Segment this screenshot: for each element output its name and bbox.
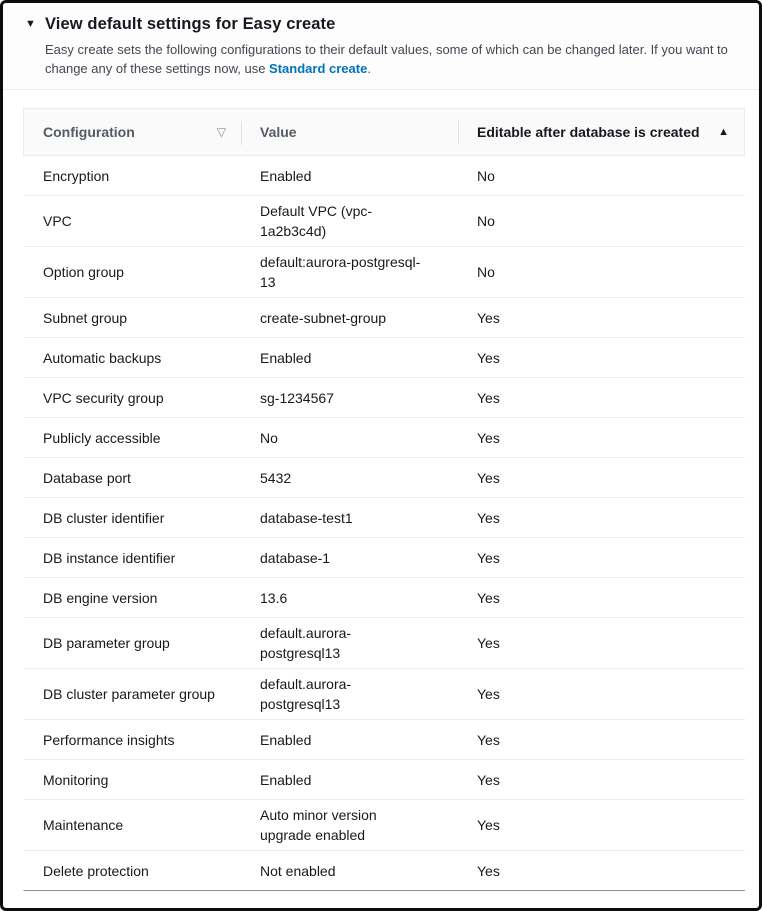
expandable-section-toggle[interactable] [23,15,739,34]
sort-ascending-icon[interactable]: ▲ [718,125,729,138]
value-cell: database-1 [241,538,458,578]
configuration-cell: Encryption [23,156,241,196]
section-description [45,40,737,78]
value-cell: database-test1 [241,498,458,538]
editable-cell: Yes [458,618,745,669]
value-cell: Enabled [241,760,458,800]
editable-cell: Yes [458,378,745,418]
table-row [23,458,745,498]
default-settings-table [23,108,739,891]
value-cell: Enabled [241,338,458,378]
description-text: Easy create sets the following configurations to their default values, some of which can be changed later. If you want to change any of these settings now, use [45,42,728,76]
standard-create-link[interactable]: Standard create [269,61,368,76]
table-row [23,618,745,669]
column-header-configuration[interactable] [23,108,241,156]
value-cell: Default VPC (vpc-1a2b3c4d) [241,196,458,247]
configuration-cell: Automatic backups [23,338,241,378]
table-row [23,298,745,338]
table-row [23,156,745,196]
configuration-cell: VPC [23,196,241,247]
configuration-cell: DB cluster identifier [23,498,241,538]
table-row [23,538,745,578]
configuration-cell: Database port [23,458,241,498]
description-suffix: . [367,61,371,76]
value-cell: default:aurora-postgresql-13 [241,247,458,298]
value-cell: Enabled [241,720,458,760]
column-header-value[interactable] [241,108,458,156]
configuration-cell: Monitoring [23,760,241,800]
editable-cell: Yes [458,578,745,618]
editable-cell: Yes [458,760,745,800]
table-row [23,378,745,418]
table-row [23,498,745,538]
editable-cell: Yes [458,298,745,338]
section-divider [3,89,759,90]
column-divider [241,121,242,145]
table-row [23,338,745,378]
table-row [23,247,745,298]
table-row [23,196,745,247]
value-cell: Enabled [241,156,458,196]
table-row [23,578,745,618]
column-divider [458,121,459,145]
value-cell: sg-1234567 [241,378,458,418]
configuration-cell: DB engine version [23,578,241,618]
value-cell: No [241,418,458,458]
table-row [23,669,745,720]
configuration-cell: Publicly accessible [23,418,241,458]
configuration-cell: DB parameter group [23,618,241,669]
editable-cell: Yes [458,800,745,851]
table-row [23,851,745,891]
table-row [23,720,745,760]
column-header-label: Configuration [43,124,135,140]
editable-cell: Yes [458,498,745,538]
editable-cell: Yes [458,338,745,378]
configuration-cell: Maintenance [23,800,241,851]
configuration-cell: DB cluster parameter group [23,669,241,720]
editable-cell: Yes [458,720,745,760]
configuration-cell: Option group [23,247,241,298]
value-cell: default.aurora-postgresql13 [241,669,458,720]
configuration-cell: Subnet group [23,298,241,338]
editable-cell: No [458,247,745,298]
configuration-cell: Delete protection [23,851,241,891]
editable-cell: Yes [458,458,745,498]
column-header-editable[interactable] [458,108,745,156]
value-cell: Not enabled [241,851,458,891]
table-row [23,418,745,458]
configuration-cell: VPC security group [23,378,241,418]
column-header-label: Value [260,124,297,140]
table-row [23,800,745,851]
editable-cell: Yes [458,538,745,578]
value-cell: create-subnet-group [241,298,458,338]
table-header-row [23,108,745,156]
editable-cell: No [458,156,745,196]
configuration-cell: Performance insights [23,720,241,760]
configuration-cell: DB instance identifier [23,538,241,578]
value-cell: Auto minor version upgrade enabled [241,800,458,851]
collapse-caret-icon[interactable]: ▼ [25,18,36,30]
value-cell: 13.6 [241,578,458,618]
editable-cell: Yes [458,851,745,891]
section-title: View default settings for Easy create [45,15,336,33]
sortable-icon[interactable]: ▽ [216,124,226,139]
value-cell: 5432 [241,458,458,498]
column-header-label: Editable after database is created [477,124,700,140]
editable-cell: No [458,196,745,247]
editable-cell: Yes [458,669,745,720]
value-cell: default.aurora-postgresql13 [241,618,458,669]
editable-cell: Yes [458,418,745,458]
expandable-section-header [3,3,759,89]
table-row [23,760,745,800]
